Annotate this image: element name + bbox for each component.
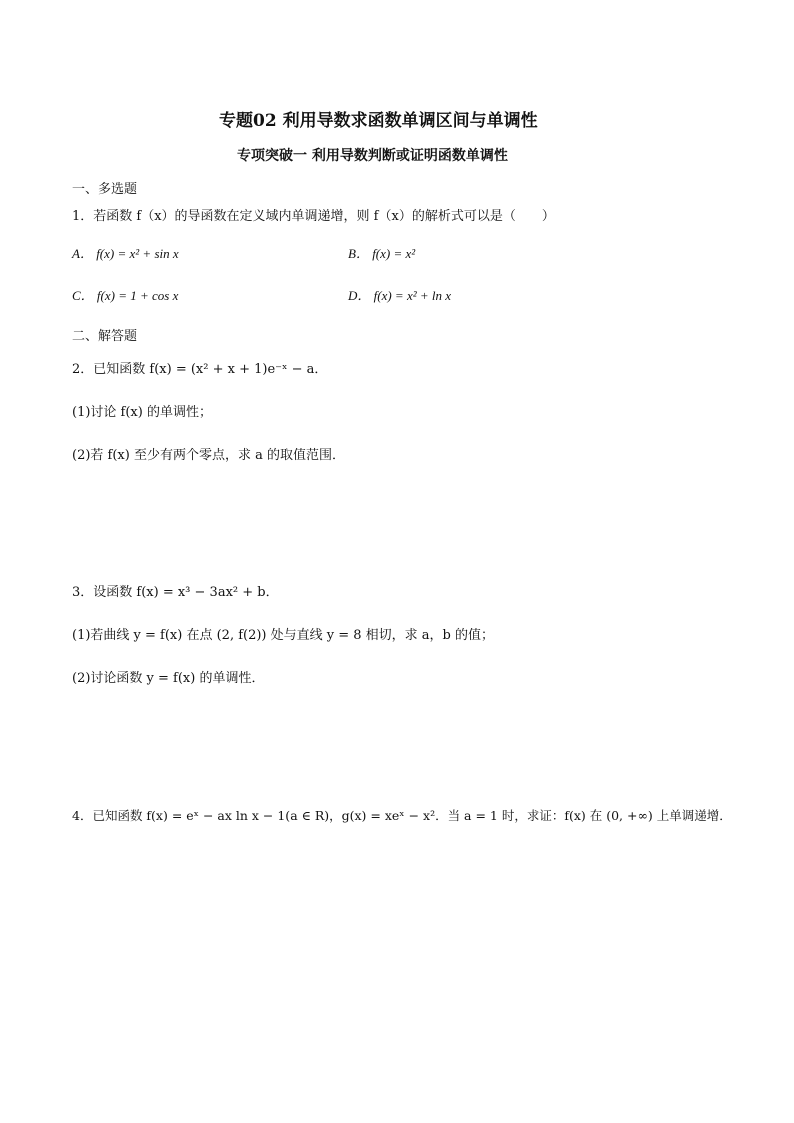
question-1-option-a: A． f(x) = x² + sin x — [72, 246, 179, 261]
question-1-option-c: C． f(x) = 1 + cos x — [72, 288, 179, 303]
section-heading-answer-questions: 二、解答题 — [72, 329, 138, 344]
section-heading-multiple-choice: 一、多选题 — [72, 182, 138, 197]
question-4-stem: 4．已知函数 f(x) = eˣ − ax ln x − 1(a ∈ R)，g(x) = xeˣ − x²．当 a = 1 时，求证：f(x) 在 (0, +∞) 上单调递增． — [72, 808, 732, 823]
question-2-part-1: (1)讨论 f(x) 的单调性； — [72, 405, 212, 420]
question-1-option-d: D． f(x) = x² + ln x — [348, 288, 452, 303]
page-subtitle: 专项突破一 利用导数判断或证明函数单调性 — [237, 148, 508, 164]
question-3-stem: 3．设函数 f(x) = x³ − 3ax² + b． — [72, 585, 279, 600]
question-3-part-1: (1)若曲线 y = f(x) 在点 (2, f(2)) 处与直线 y = 8 相切，求 a，b 的值； — [72, 628, 495, 643]
page-title: 专题02 利用导数求函数单调区间与单调性 — [219, 111, 538, 131]
question-1-stem: 1．若函数 f（x）的导函数在定义域内单调递增，则 f（x）的解析式可以是（ ） — [72, 209, 555, 224]
question-3-part-2: (2)讨论函数 y = f(x) 的单调性． — [72, 671, 265, 686]
question-2-stem: 2．已知函数 f(x) = (x² + x + 1)e⁻ˣ − a． — [72, 362, 328, 377]
question-2-part-2: (2)若 f(x) 至少有两个零点，求 a 的取值范围． — [72, 448, 345, 463]
question-1-option-b: B． f(x) = x² — [348, 246, 416, 261]
